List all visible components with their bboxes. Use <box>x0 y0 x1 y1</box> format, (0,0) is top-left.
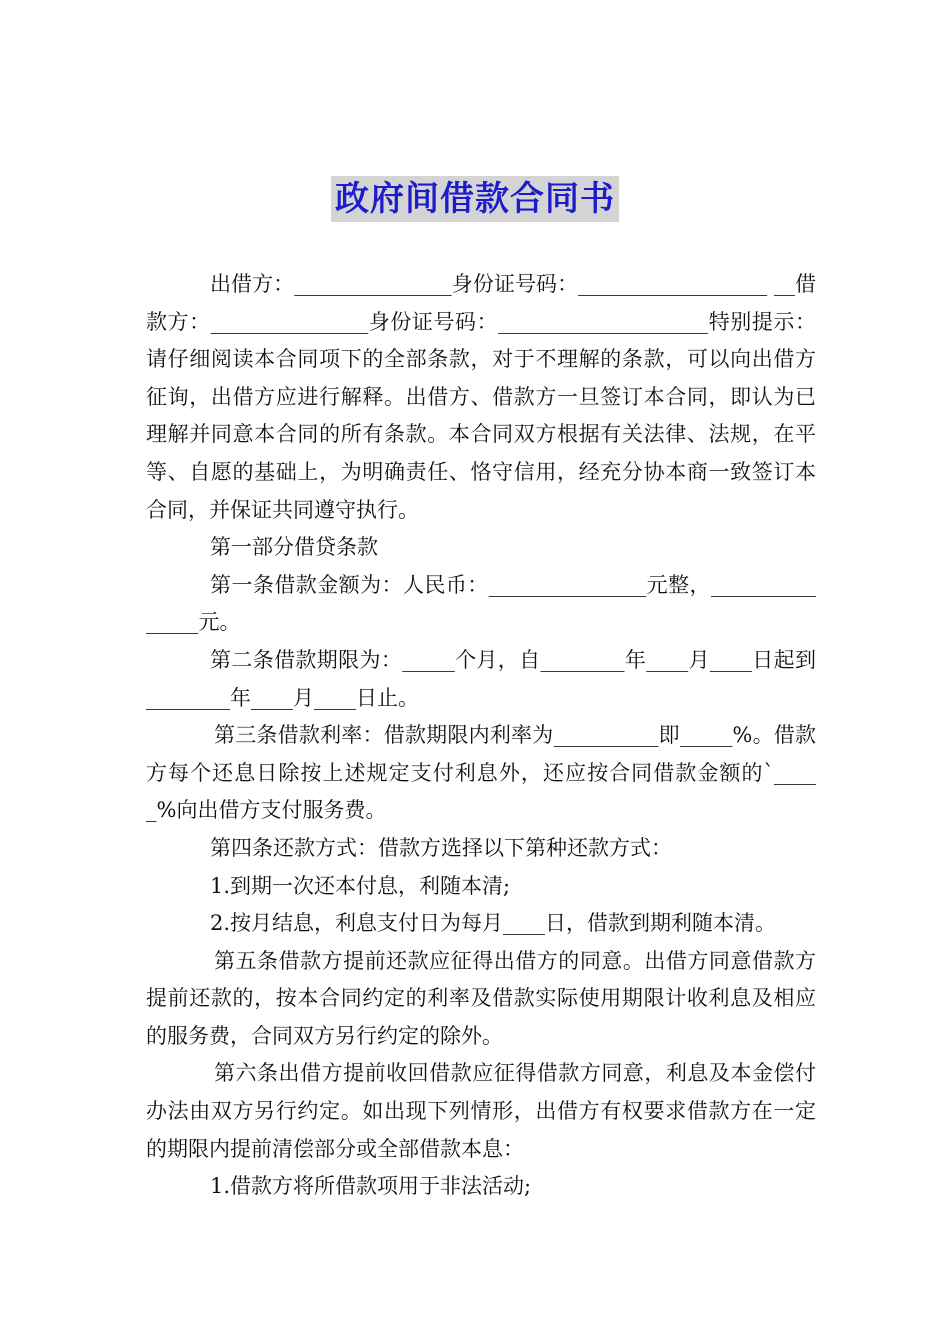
title-area <box>0 176 950 222</box>
paragraph-article-1: 第一条借款金额为：人民币：_______________元整，_______________元。 <box>146 572 816 635</box>
paragraph-article-2: 第二条借款期限为：_____个月，自________年____月____日起到________年____月____日止。 <box>146 647 816 710</box>
paragraph-repayment-option-1: 1.到期一次还本付息，利随本清; <box>210 873 511 898</box>
paragraph-repayment-option-2: 2.按月结息，利息支付日为每月____日，借款到期利随本清。 <box>210 911 777 936</box>
paragraph-article-4: 第四条还款方式：借款方选择以下第种还款方式： <box>210 835 672 860</box>
paragraph-part-one-heading: 第一部分借贷条款 <box>210 535 378 560</box>
paragraph-article-6-item-1: 1.借款方将所借款项用于非法活动; <box>210 1174 532 1199</box>
paragraph-article-6: 第六条出借方提前收回借款应征得借款方同意，利息及本金偿付办法由双方另行约定。如出现下列情形，出借方有权要求借款方在一定的期限内提前清偿部分或全部借款本息： <box>146 1061 816 1161</box>
document-title: 政府间借款合同书 <box>331 176 619 222</box>
paragraph-article-3: 第三条借款利率：借款期限内利率为__________即_____%。借款方每个还息日除按上述规定支付利息外，还应按合同借款金额的`_____%向出借方支付服务费。 <box>146 723 816 823</box>
paragraph-intro: 出借方：_______________身份证号码：__________________ __借款方：_______________身份证号码：____________________特别提示：请仔细阅读本合同项下的全部条款，对于不理解的条款，可以向出借方征询，出借方应进行解释。出借方、借款方一旦签订本合同，即认为已理解并同意本合同的所有条款。本合同双方根据有关法律、法规，在平等、自愿的基础上，为明确责任、恪守信用，经充分协本商一致签订本合同，并保证共同遵守执行。 <box>146 272 816 522</box>
document-body <box>146 266 816 1206</box>
paragraph-article-5: 第五条借款方提前还款应征得出借方的同意。出借方同意借款方提前还款的，按本合同约定的利率及借款实际使用期限计收利息及相应的服务费，合同双方另行约定的除外。 <box>146 948 816 1048</box>
